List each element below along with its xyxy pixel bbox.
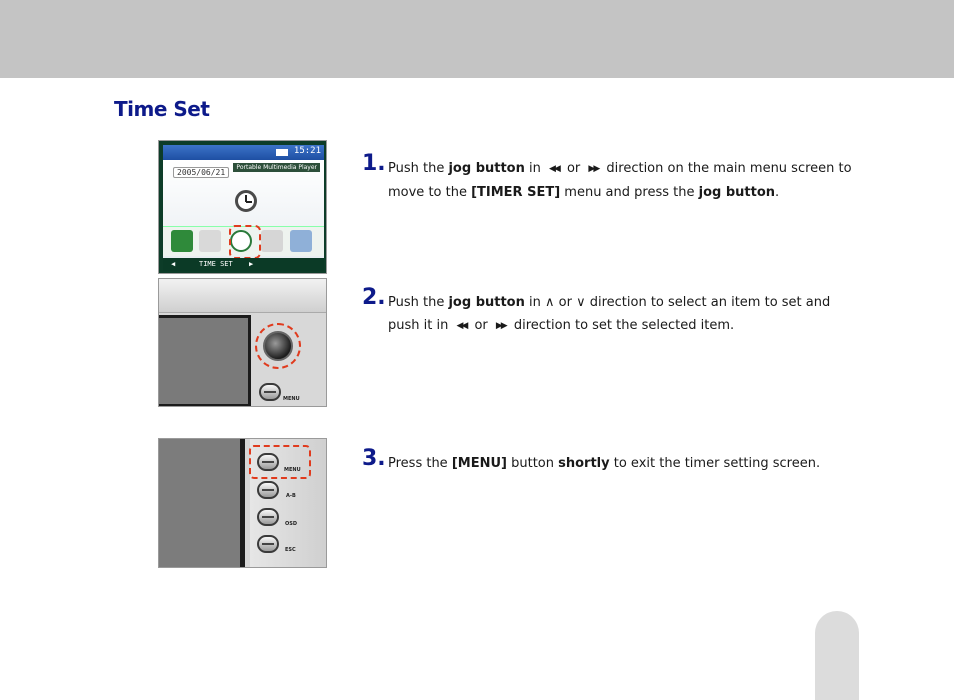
footer-left-arrow: ◀ — [171, 260, 176, 268]
bold-text: jog button — [448, 161, 525, 176]
screen-date: 2005/06/21 — [173, 167, 229, 178]
page-title: Time Set — [114, 97, 210, 121]
step-number: 1. — [362, 151, 386, 176]
rewind-icon: ◀◀ — [549, 164, 559, 174]
text: to exit the timer setting screen. — [609, 456, 821, 471]
bold-text: jog button — [698, 185, 776, 200]
text: . — [775, 185, 780, 200]
bold-text: [MENU] — [451, 456, 507, 471]
menu-screen-figure — [158, 140, 327, 274]
menu-button-label: MENU — [284, 467, 301, 473]
rewind-icon: ◀◀ — [456, 321, 467, 331]
esc-button[interactable] — [257, 535, 279, 553]
step-text — [362, 291, 852, 338]
jog-button[interactable] — [263, 331, 293, 361]
speaker-icon — [290, 230, 312, 252]
bold-text: [TIMER SET] — [471, 185, 561, 200]
step-1 — [362, 151, 852, 204]
step-number: 2. — [362, 285, 386, 310]
status-bar — [163, 145, 324, 160]
tools-icon — [199, 230, 221, 252]
radio-icon — [261, 230, 283, 252]
device-screen — [159, 315, 251, 407]
text: or — [470, 318, 492, 333]
battery-icon — [276, 149, 288, 156]
esc-button-label: ESC — [285, 547, 296, 553]
clock-icon — [235, 190, 257, 212]
selection-highlight — [229, 225, 261, 259]
step-text — [362, 157, 852, 204]
fast-forward-icon: ▶▶ — [588, 164, 599, 174]
osd-button[interactable] — [257, 508, 279, 526]
menu-button[interactable] — [259, 383, 281, 401]
page-number-tab — [815, 611, 859, 700]
text: direction on the main menu screen to move to the — [388, 161, 852, 200]
footer-right-arrow: ▶ — [249, 260, 254, 268]
text: in — [524, 161, 545, 176]
text: or — [562, 161, 585, 176]
text: Push the — [388, 161, 449, 176]
text: Press the — [388, 456, 452, 471]
status-clock: 15:21 — [293, 146, 321, 156]
text: menu and press the — [560, 185, 699, 200]
step-number: 3. — [362, 446, 386, 471]
step-2 — [362, 285, 852, 338]
ab-button[interactable] — [257, 481, 279, 499]
jog-button-figure — [158, 278, 327, 407]
side-buttons-figure — [158, 438, 327, 568]
device-top-edge — [159, 279, 327, 313]
step-text — [362, 452, 852, 475]
ab-button-label: A-B — [286, 493, 296, 499]
text: button — [506, 456, 559, 471]
screen-footer — [163, 258, 324, 271]
screen-header: Portable Multimedia Player — [233, 163, 320, 172]
device-screen — [159, 439, 245, 568]
book-icon — [171, 230, 193, 252]
bold-text: jog button — [448, 295, 525, 310]
menu-button-label: MENU — [283, 396, 300, 402]
header-band — [0, 0, 954, 78]
bold-text: shortly — [558, 456, 610, 471]
text: direction to set the selected item. — [509, 318, 735, 333]
text: Push the — [388, 295, 449, 310]
step-3 — [362, 446, 852, 475]
menu-button[interactable] — [257, 453, 279, 471]
fast-forward-icon: ▶▶ — [495, 321, 506, 331]
footer-label: TIME SET — [199, 260, 233, 268]
text: in ∧ or ∨ direction to select an item to set and push it in — [388, 295, 831, 333]
osd-button-label: OSD — [285, 521, 298, 527]
